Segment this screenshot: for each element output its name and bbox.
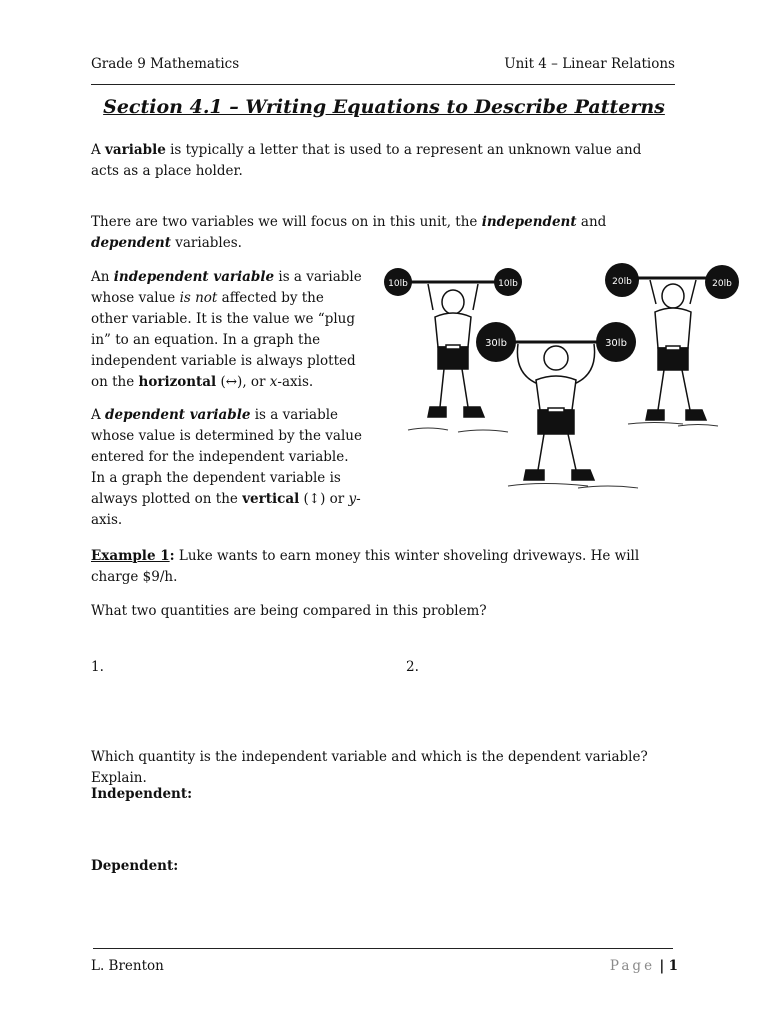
weight-label: 20lb <box>612 277 632 287</box>
term-dependent: dependent <box>91 235 171 251</box>
dependent-variable-definition <box>91 405 363 531</box>
weight-label: 20lb <box>712 279 732 289</box>
independent-variable-definition <box>91 267 363 393</box>
lifter-center <box>496 342 616 480</box>
weight-label: 30lb <box>605 338 627 349</box>
header-course: Grade 9 Mathematics <box>91 56 240 72</box>
term-horizontal: horizontal <box>138 374 217 390</box>
answer-blank-2: 2. <box>406 659 419 675</box>
example-label: Example 1 <box>91 548 170 564</box>
dependent-answer-label: Dependent: <box>91 858 179 874</box>
emphasis-is-not: is not <box>179 290 218 306</box>
text: -axis. <box>91 491 361 528</box>
text: There are two variables we will focus on in this unit, the <box>91 214 482 230</box>
header-unit: Unit 4 – Linear Relations <box>504 56 675 72</box>
text: An <box>91 269 114 285</box>
text: A <box>91 142 106 158</box>
text: (↕) or <box>299 491 349 507</box>
text: and <box>576 214 607 230</box>
text: Luke wants to earn money this winter shoveling driveways. He will charge $9/h. <box>91 548 640 585</box>
term-dependent-variable: dependent variable <box>105 407 251 423</box>
text: variables. <box>170 235 242 251</box>
page-separator: | <box>659 958 665 974</box>
text: (↔), or <box>216 374 270 390</box>
text: is typically a letter that is used to a represent an unknown value and acts as a place holder. <box>91 142 642 179</box>
footer-author: L. Brenton <box>91 958 164 974</box>
independent-answer-label: Independent: <box>91 786 193 802</box>
text: affected by the other variable. It is the value we “plug in” to an equation. In a graph the independent variable is always plotted on the <box>91 290 356 390</box>
footer-page <box>610 958 678 974</box>
text: A <box>91 407 106 423</box>
example-question-2: Which quantity is the independent variable and which is the dependent variable? Explain. <box>91 749 648 786</box>
answer-blank-1: 1. <box>91 659 104 675</box>
two-variables-paragraph <box>91 212 671 254</box>
term-vertical: vertical <box>242 491 300 507</box>
example-question-1: What two quantities are being compared in this problem? <box>91 603 487 619</box>
text: : <box>169 548 175 564</box>
weight-label: 30lb <box>485 338 507 349</box>
term-variable: variable <box>105 142 166 158</box>
page-number: 1 <box>668 958 678 974</box>
weight-label: 10lb <box>498 279 518 289</box>
text: is a variable whose value <box>91 269 362 306</box>
header-rule <box>91 84 675 85</box>
term-independent: independent <box>481 214 577 230</box>
var-x: x <box>269 374 278 390</box>
lifter-right <box>622 278 722 420</box>
term-independent-variable: independent variable <box>113 269 275 285</box>
example-1 <box>91 546 671 588</box>
text: -axis. <box>277 374 314 390</box>
page-word: Page <box>609 958 656 974</box>
text: is a variable whose value is determined by the value entered for the independent variable. In a graph the dependent variable is always plotted on the <box>91 407 362 507</box>
footer-rule <box>93 948 673 949</box>
weightlifters-illustration <box>378 262 742 494</box>
page-title: Section 4.1 – Writing Equations to Describe Patterns <box>103 96 665 118</box>
var-y: y <box>348 491 357 507</box>
variable-definition <box>91 140 671 182</box>
weight-label: 10lb <box>388 279 408 289</box>
